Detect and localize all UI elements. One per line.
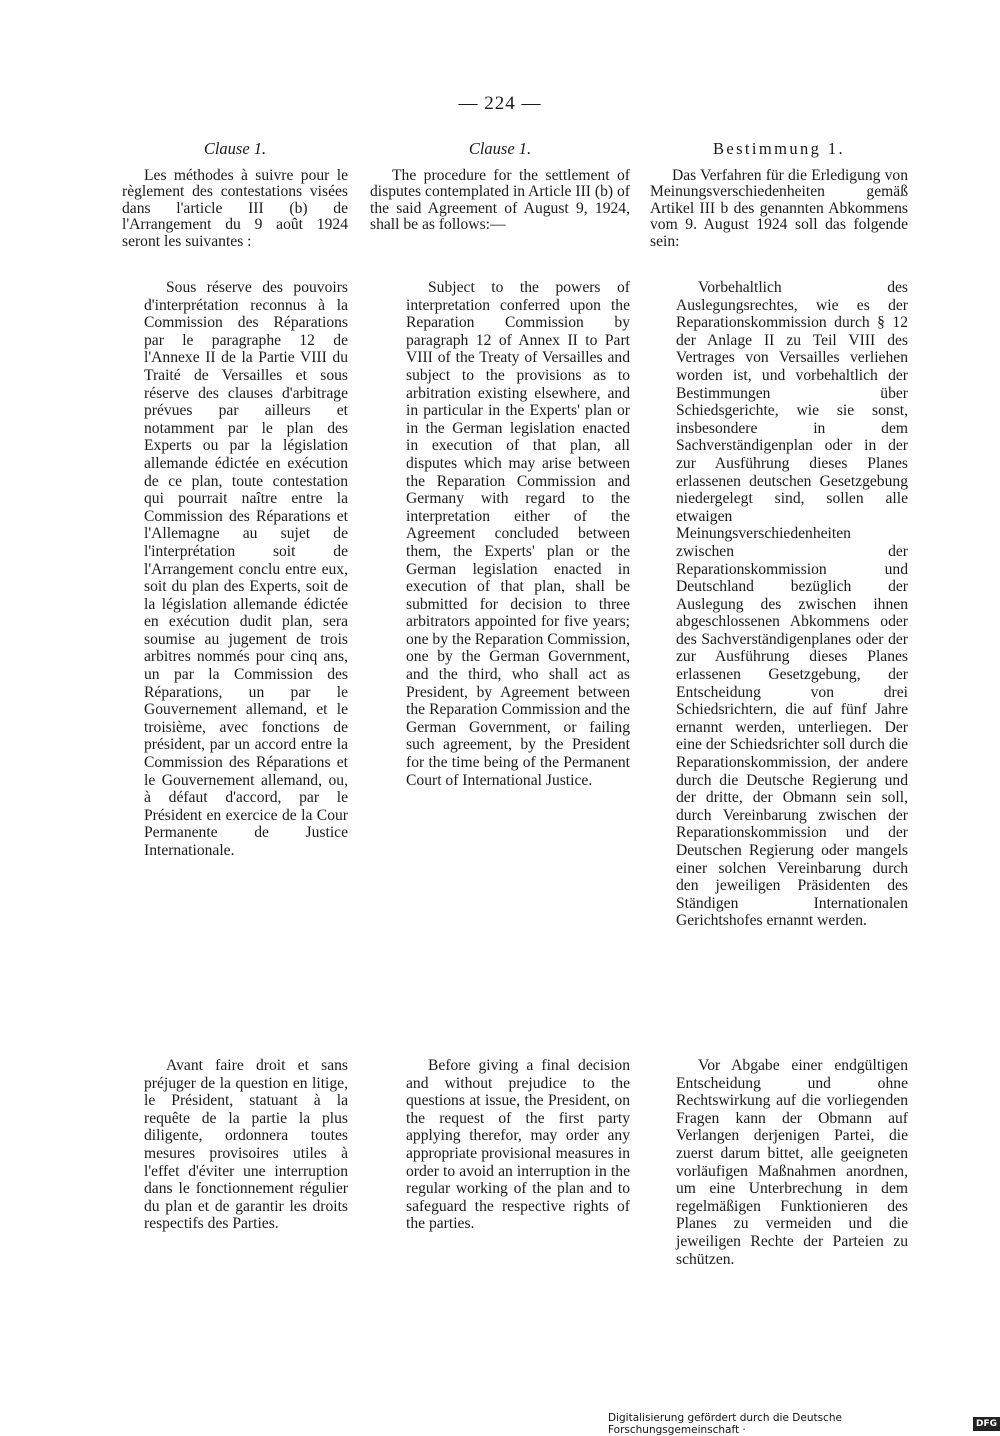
provisional-measures-paragraph-german: Vor Abgabe einer endgültigen Entscheidung und ohne Rechtswirkung auf die vorliegenden Fragen kann der Obmann auf Verlangen derjenigen Partei, die zuerst darum bittet, alle geeigneten vorläufigen Maßnahmen anordnen, um eine Unterbrechung in dem regelmäßigen Funktionieren des Planes zu vermeiden und die jeweiligen Rechte der Parteien zu schützen.: [676, 1057, 908, 1268]
intro-paragraph-german: Das Verfahren für die Erledigung von Meinungsverschiedenheiten gemäß Artikel III b des genannten Abkommens vom 9. August 1924 soll das folgende sein:: [650, 167, 908, 250]
main-paragraph-german: Vorbehaltlich des Auslegungsrechtes, wie es der Reparationskommission durch § 12 der Anlage II zu Teil VIII des Vertrages von Versailles verliehen worden ist, und vorbehaltlich der Bestimmungen über Schiedsgerichte, wie sie sonst, insbesondere in dem Sachverständigenplan oder in der zur Ausführung dieses Planes erlassenen deutschen Gesetzgebung niedergelegt sind, sollen alle etwaigen Meinungsverschiedenheiten zwischen der Reparationskommission und Deutschland bezüglich der Auslegung des zwischen ihnen abgeschlossenen Abkommens oder des Sachverständigenplanes oder der zur Ausführung dieses Planes erlassenen Gesetzgebung, der Entscheidung von drei Schiedsrichtern, die auf fünf Jahre ernannt werden, unterliegen. Der eine der Schiedsrichter soll durch die Reparationskommission, der andere durch die Deutsche Regierung und der dritte, der Obmann sein soll, durch Vereinbarung zwischen der Reparationskommission und der Deutschen Regierung oder mangels einer solchen Vereinbarung durch den jeweiligen Präsidenten des Ständigen Internationalen Gerichtshofes ernannt werden.: [676, 279, 908, 930]
footer-credit-text: Digitalisierung gefördert durch die Deutsche Forschungsgemeinschaft ·: [608, 1412, 842, 1436]
main-paragraph-french: Sous réserve des pouvoirs d'interprétation reconnus à la Commission des Réparations par le paragraphe 12 de l'Annexe II de la Partie VIII du Traité de Versailles et sous réserve des clauses d'arbitrage prévues par ailleurs et notamment par le plan des Experts ou par la législation allemande édictée en exécution de ce plan, toute contestation qui pourrait naître entre la Commission des Réparations et l'Allemagne au sujet de l'interprétation soit de l'Arrangement conclu entre eux, soit du plan des Experts, soit de la législation allemande édictée en exécution dudit plan, sera soumise au jugement de trois arbitres nommés pour cinq ans, un par la Commission des Réparations, un par le Gouvernement allemand, et le troisième, avec fonctions de président, par un accord entre la Commission des Réparations et le Gouvernement allemand, ou, à défaut d'accord, par le Président en exercice de la Cour Permanente de Justice Internationale.: [144, 279, 348, 859]
clause-heading-english: Clause 1.: [468, 139, 532, 158]
column-english: [370, 139, 630, 1233]
clause-heading-french: Clause 1.: [203, 139, 267, 158]
provisional-measures-paragraph-french: Avant faire droit et sans préjuger de la question en litige, le Président, statuant à la requête de la partie la plus diligente, ordonnera toutes mesures provisoires utiles à l'effet d'éviter une interruption dans le fonctionnement régulier du plan et de garantir les droits respectifs des Parties.: [144, 1057, 348, 1233]
main-paragraph-english: Subject to the powers of interpretation conferred upon the Reparation Commission by paragraph 12 of Annex II to Part VIII of the Treaty of Versailles and subject to the provisions as to arbitration existing elsewhere, and in particular in the Experts' plan or in the German legislation enacted in execution of that plan, all disputes which may arise between the Reparation Commission and Germany with regard to the interpretation either of the Agreement concluded between them, the Experts' plan or the German legislation enacted in execution of that plan, shall be submitted for decision to three arbitrators appointed for five years; one by the Reparation Commission, one by the German Government, and the third, who shall act as President, by Agreement between the Reparation Commission and the German Government, or failing such agreement, by the President for the time being of the Permanent Court of International Justice.: [406, 279, 630, 789]
page-number: — 224 —: [458, 93, 542, 114]
clause-heading-german: Bestimmung 1.: [712, 139, 846, 158]
intro-paragraph-french: Les méthodes à suivre pour le règlement des contestations visées dans l'article III (b) de l'Arrangement du 9 août 1924 seront les suivantes :: [122, 167, 348, 250]
provisional-measures-paragraph-english: Before giving a final decision and without prejudice to the questions at issue, the President, on the request of the first party applying therefor, may order any appropriate provisional measures in order to avoid an interruption in the regular working of the plan and to safeguard the respective rights of the parties.: [406, 1057, 630, 1233]
dfg-logo-icon: DFG: [973, 1417, 1000, 1431]
intro-paragraph-english: The procedure for the settlement of disputes contemplated in Article III (b) of the said Agreement of August 9, 1924, shall be as follows:—: [370, 167, 630, 234]
column-german: [650, 139, 908, 1268]
digitization-footer: [608, 1412, 1000, 1436]
column-french: [122, 139, 348, 1233]
